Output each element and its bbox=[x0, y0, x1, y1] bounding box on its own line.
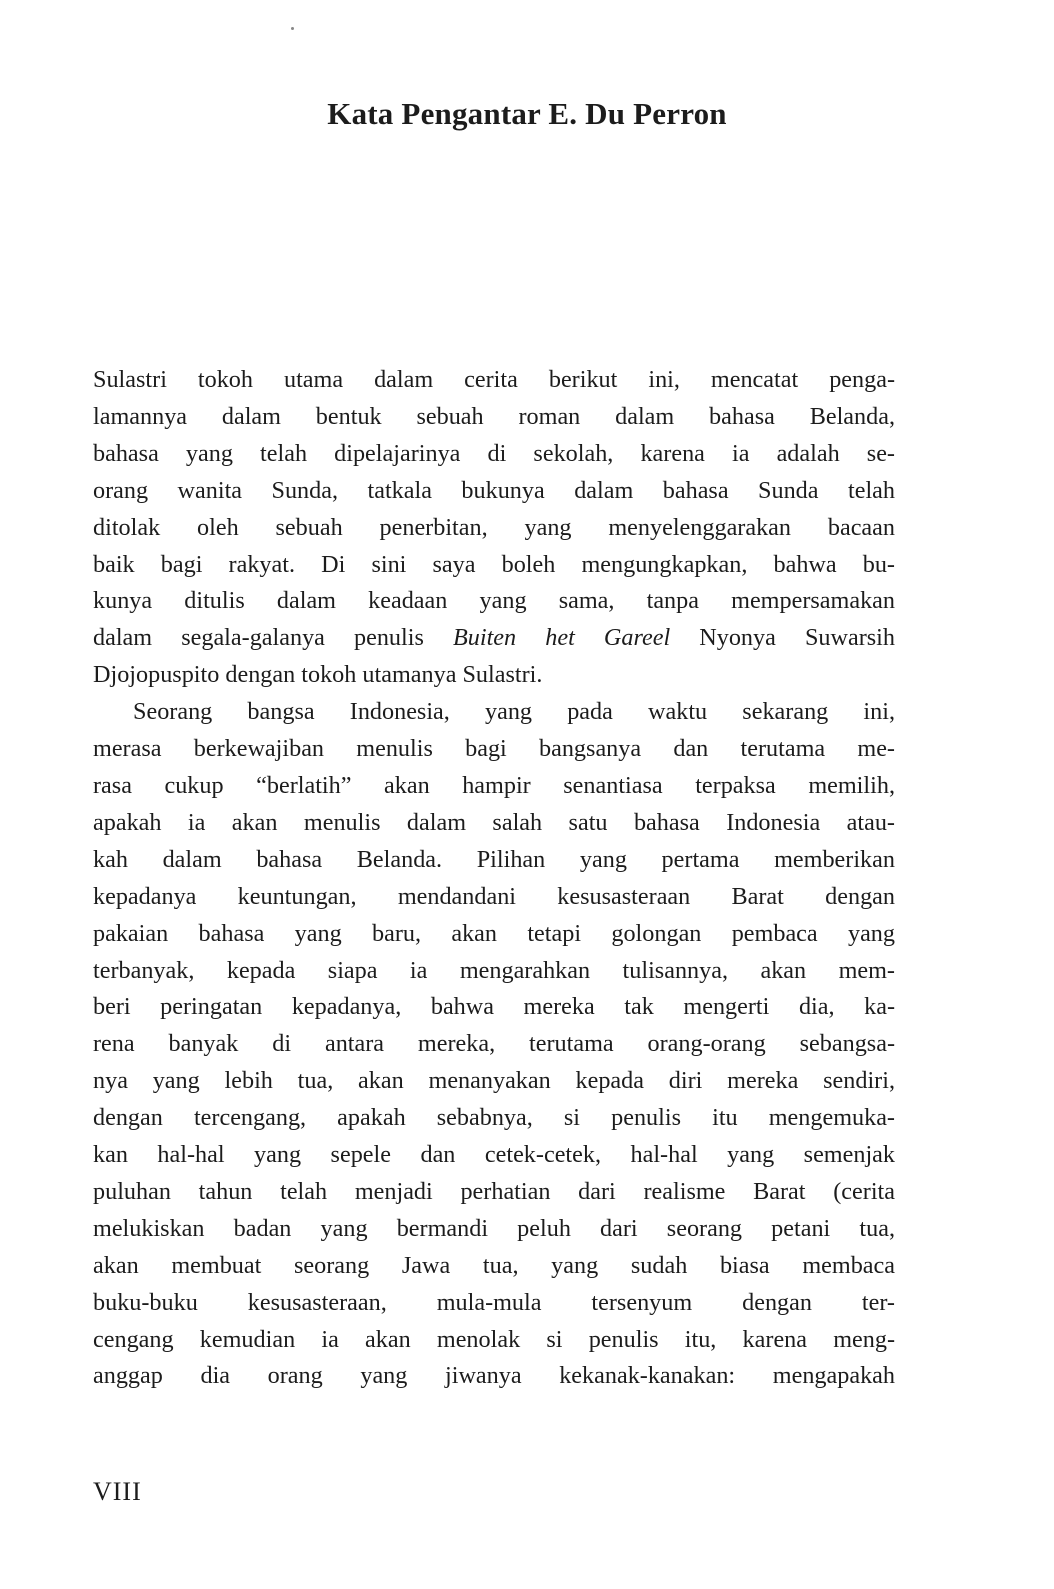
text-line: merasa berkewajiban menulis bagi bangsanya dan terutama me- bbox=[93, 735, 895, 763]
text-line: ditolak oleh sebuah penerbitan, yang menyelenggarakan bacaan bbox=[93, 513, 895, 541]
text-line: kunya ditulis dalam keadaan yang sama, tanpa mempersamakan bbox=[93, 587, 895, 615]
text-line: akan membuat seorang Jawa tua, yang sudah biasa membaca bbox=[93, 1251, 895, 1279]
page-number: VIII bbox=[93, 1477, 142, 1506]
text-line: Seorang bangsa Indonesia, yang pada waktu sekarang ini, bbox=[133, 698, 895, 726]
text-line: apakah ia akan menulis dalam salah satu bahasa Indonesia atau- bbox=[93, 808, 895, 836]
text-line: nya yang lebih tua, akan menanyakan kepada diri mereka sendiri, bbox=[93, 1067, 895, 1095]
body-text bbox=[93, 362, 895, 1395]
text-line: terbanyak, kepada siapa ia mengarahkan tulisannya, akan mem- bbox=[93, 956, 895, 984]
paragraph-2 bbox=[93, 694, 895, 1395]
text-line: kepadanya keuntungan, mendandani kesusasteraan Barat dengan bbox=[93, 882, 895, 910]
text-line: puluhan tahun telah menjadi perhatian dari realisme Barat (cerita bbox=[93, 1177, 895, 1205]
text-line: cengang kemudian ia akan menolak si penulis itu, karena meng- bbox=[93, 1325, 895, 1353]
text-line: kah dalam bahasa Belanda. Pilihan yang pertama memberikan bbox=[93, 845, 895, 873]
text-line: baik bagi rakyat. Di sini saya boleh mengungkapkan, bahwa bu- bbox=[93, 550, 895, 578]
text-line: buku-buku kesusasteraan, mula-mula tersenyum dengan ter- bbox=[93, 1288, 895, 1316]
text-line: lamannya dalam bentuk sebuah roman dalam bahasa Belanda, bbox=[93, 402, 895, 430]
text-line: kan hal-hal yang sepele dan cetek-cetek, hal-hal yang semenjak bbox=[93, 1141, 895, 1169]
text-line: rasa cukup “berlatih” akan hampir senantiasa terpaksa memilih, bbox=[93, 771, 895, 799]
text-line: melukiskan badan yang bermandi peluh dari seorang petani tua, bbox=[93, 1214, 895, 1242]
text-line: bahasa yang telah dipelajarinya di sekolah, karena ia adalah se- bbox=[93, 439, 895, 467]
text-line: dengan tercengang, apakah sebabnya, si penulis itu mengemuka- bbox=[93, 1104, 895, 1132]
text-line: orang wanita Sunda, tatkala bukunya dalam bahasa Sunda telah bbox=[93, 476, 895, 504]
book-title-italic: Buiten het Gareel bbox=[453, 624, 671, 652]
paragraph-1 bbox=[93, 362, 895, 694]
text-line: rena banyak di antara mereka, terutama orang-orang sebangsa- bbox=[93, 1030, 895, 1058]
text-segment: dalam segala-galanya penulis bbox=[93, 624, 453, 652]
text-line: Djojopuspito dengan tokoh utamanya Sulastri. bbox=[93, 661, 543, 689]
speck-mark bbox=[291, 27, 294, 30]
text-line: pakaian bahasa yang baru, akan tetapi golongan pembaca yang bbox=[93, 919, 895, 947]
text-line: beri peringatan kepadanya, bahwa mereka tak mengerti dia, ka- bbox=[93, 993, 895, 1021]
text-line: anggap dia orang yang jiwanya kekanak-kanakan: mengapakah bbox=[93, 1362, 895, 1390]
page-title: Kata Pengantar E. Du Perron bbox=[327, 96, 727, 131]
text-line bbox=[93, 620, 895, 657]
text-segment: Nyonya Suwarsih bbox=[670, 624, 895, 652]
text-line: Sulastri tokoh utama dalam cerita berikut ini, mencatat penga- bbox=[93, 366, 895, 393]
